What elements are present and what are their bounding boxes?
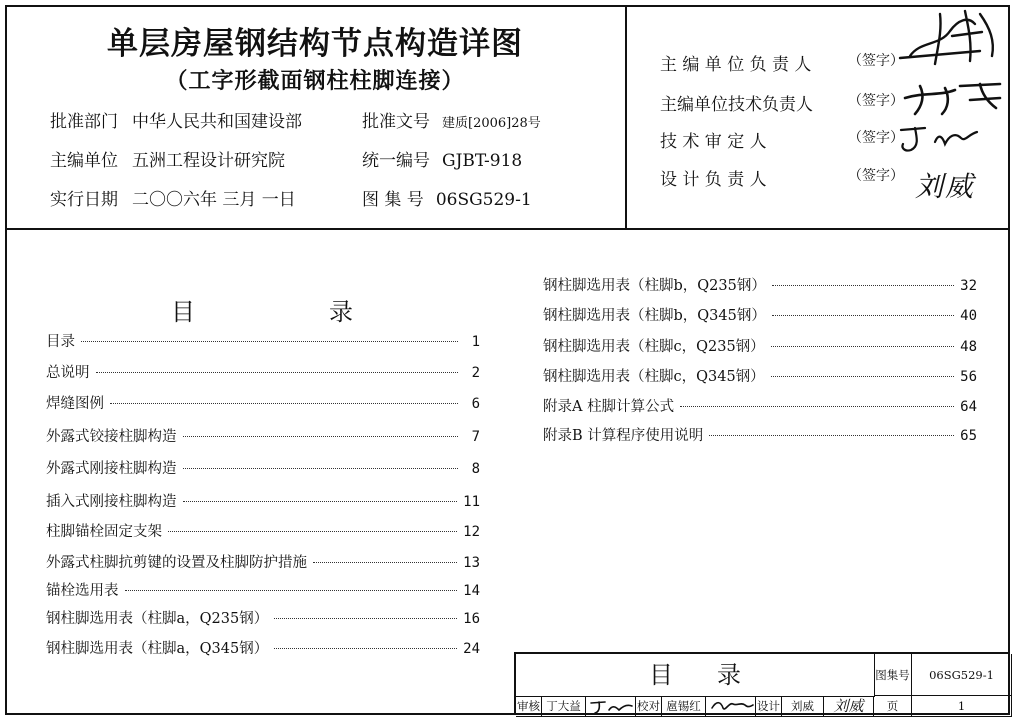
- approval-doc-label: 批准文号: [362, 112, 430, 132]
- title-block-design-label: 设计: [756, 696, 782, 717]
- title-block-atlas-value: 06SG529-1: [912, 654, 1012, 696]
- toc-leader-dots: [183, 436, 459, 437]
- editor-unit-label: 主编单位: [50, 151, 118, 171]
- signature-note: （签字）: [848, 130, 904, 146]
- toc-leader-dots: [709, 435, 954, 436]
- editor-unit: [50, 146, 285, 171]
- toc-entry-page: 13: [463, 555, 480, 571]
- toc-entry-label: 钢柱脚选用表（柱脚a，Q235钢）: [46, 611, 269, 627]
- signature-note: （签字）: [848, 168, 904, 184]
- header-divider: [625, 5, 627, 230]
- toc-entry-page: 48: [960, 339, 977, 355]
- unified-number: [362, 146, 522, 171]
- approval-dept-value: 中华人民共和国建设部: [132, 112, 302, 132]
- toc-entry-page: 64: [960, 399, 977, 415]
- signature-row-tech-lead: [660, 90, 904, 115]
- toc-entry[interactable]: [543, 365, 977, 386]
- toc-entry[interactable]: [46, 490, 480, 511]
- toc-entry-page: 14: [463, 583, 480, 599]
- toc-entry[interactable]: [46, 607, 480, 628]
- toc-leader-dots: [96, 372, 459, 373]
- toc-entry[interactable]: [46, 361, 480, 382]
- toc-entry-label: 外露式刚接柱脚构造: [46, 461, 177, 477]
- title-block-title: 目录: [516, 654, 875, 697]
- atlas-number-label: 图 集 号: [362, 190, 424, 210]
- signature-row-chief-unit: [660, 50, 904, 75]
- toc-entry[interactable]: [543, 424, 977, 445]
- title-block-design-signature: 刘威: [824, 696, 874, 717]
- effective-date: [50, 185, 296, 210]
- approval-dept: [50, 107, 302, 132]
- toc-entry[interactable]: [543, 274, 977, 295]
- toc-leader-dots: [110, 403, 458, 404]
- title-block-review-signature: [586, 696, 636, 717]
- toc-entry-label: 钢柱脚选用表（柱脚a，Q345钢）: [46, 641, 269, 657]
- approval-dept-label: 批准部门: [50, 112, 118, 132]
- approval-doc: [362, 107, 541, 132]
- toc-entry-page: 32: [960, 278, 977, 294]
- toc-entry-page: 2: [471, 365, 480, 381]
- toc-entry-label: 焊缝图例: [46, 396, 104, 412]
- toc-leader-dots: [680, 406, 954, 407]
- atlas-number-value: 06SG529-1: [435, 190, 532, 210]
- toc-entry-label: 外露式柱脚抗剪键的设置及柱脚防护措施: [46, 555, 307, 571]
- toc-entry-label: 锚栓选用表: [46, 583, 119, 599]
- signature-note: （签字）: [848, 53, 904, 69]
- toc-entry-label: 插入式刚接柱脚构造: [46, 494, 177, 510]
- review-signature-mark: [587, 696, 635, 716]
- handwritten-signature-4: 刘威: [915, 170, 976, 203]
- toc-entry-label: 钢柱脚选用表（柱脚b，Q345钢）: [543, 308, 766, 324]
- toc-entry-page: 16: [463, 611, 480, 627]
- toc-leader-dots: [772, 285, 954, 286]
- handwritten-signature-2: [900, 78, 1005, 118]
- toc-leader-dots: [81, 341, 458, 342]
- toc-entry-page: 7: [471, 429, 480, 445]
- title-block-page-value: 1: [912, 696, 1012, 717]
- title-block: [514, 652, 1010, 715]
- toc-leader-dots: [772, 315, 954, 316]
- toc-entry[interactable]: [46, 520, 480, 541]
- document-title: 单层房屋钢结构节点构造详图: [107, 26, 523, 62]
- signature-note: （签字）: [848, 93, 904, 109]
- signature-role: 主 编 单 位 负 责 人: [660, 55, 812, 75]
- toc-leader-dots: [168, 531, 457, 532]
- toc-entry[interactable]: [543, 304, 977, 325]
- toc-entry-page: 12: [463, 524, 480, 540]
- toc-entry[interactable]: [46, 457, 480, 478]
- toc-entry-label: 钢柱脚选用表（柱脚b，Q235钢）: [543, 278, 766, 294]
- toc-entry[interactable]: [46, 579, 480, 600]
- toc-entry-label: 附录B 计算程序使用说明: [543, 428, 704, 444]
- toc-heading-left: 目: [171, 298, 195, 326]
- toc-entry-page: 6: [471, 396, 480, 412]
- effective-date-value: 二〇〇六年 三月 一日: [132, 190, 296, 210]
- toc-entry-page: 56: [960, 369, 977, 385]
- toc-entry[interactable]: [543, 335, 977, 356]
- toc-entry-page: 24: [463, 641, 480, 657]
- signature-row-reviewer: [660, 127, 904, 152]
- title-block-review-label: 审核: [516, 696, 542, 717]
- unified-number-label: 统一编号: [362, 151, 430, 171]
- toc-entry-page: 1: [471, 334, 480, 350]
- toc-entry[interactable]: [543, 395, 977, 416]
- header-bottom-rule: [5, 228, 1010, 230]
- toc-entry-page: 40: [960, 308, 977, 324]
- effective-date-label: 实行日期: [50, 190, 118, 210]
- title-block-check-signature: [706, 696, 756, 717]
- toc-entry-label: 目录: [46, 334, 75, 350]
- toc-leader-dots: [771, 376, 954, 377]
- toc-entry[interactable]: [46, 637, 480, 658]
- toc-entry[interactable]: [46, 330, 480, 351]
- handwritten-signature-1: [880, 6, 1005, 68]
- signature-role: 主编单位技术负责人: [660, 95, 813, 115]
- title-block-check-label: 校对: [636, 696, 662, 717]
- signature-role: 技 术 审 定 人: [660, 132, 767, 152]
- toc-leader-dots: [183, 501, 458, 502]
- toc-leader-dots: [313, 562, 457, 563]
- toc-leader-dots: [274, 648, 457, 649]
- approval-doc-value: 建质[2006]28号: [442, 116, 541, 131]
- toc-entry-label: 钢柱脚选用表（柱脚c，Q235钢）: [543, 339, 765, 355]
- title-block-atlas-label: 图集号: [874, 654, 912, 696]
- toc-entry-label: 附录A 柱脚计算公式: [543, 399, 675, 415]
- unified-number-value: GJBT-918: [442, 151, 523, 171]
- atlas-number: [362, 185, 532, 210]
- document-subtitle: （工字形截面钢柱柱脚连接）: [165, 69, 465, 94]
- toc-entry-label: 总说明: [46, 365, 90, 381]
- signature-row-design-lead: [660, 165, 904, 190]
- handwritten-signature-3: [893, 116, 983, 156]
- toc-entry-page: 8: [471, 461, 480, 477]
- toc-leader-dots: [125, 590, 458, 591]
- title-block-page-label: 页: [874, 696, 912, 717]
- toc-entry-label: 柱脚锚栓固定支架: [46, 524, 162, 540]
- toc-entry[interactable]: [46, 551, 480, 572]
- toc-leader-dots: [274, 618, 457, 619]
- signature-role: 设 计 负 责 人: [660, 170, 767, 190]
- title-block-review-name: 丁大益: [542, 696, 586, 717]
- toc-entry-label: 钢柱脚选用表（柱脚c，Q345钢）: [543, 369, 765, 385]
- editor-unit-value: 五洲工程设计研究院: [132, 151, 285, 171]
- toc-heading-right: 录: [329, 298, 353, 326]
- toc-entry[interactable]: [46, 392, 480, 413]
- title-block-design-name: 刘威: [782, 696, 824, 717]
- toc-leader-dots: [771, 346, 954, 347]
- toc-entry[interactable]: [46, 425, 480, 446]
- toc-entry-page: 11: [463, 494, 480, 510]
- toc-entry-page: 65: [960, 428, 977, 444]
- title-block-check-name: 扈锡红: [662, 696, 706, 717]
- toc-entry-label: 外露式铰接柱脚构造: [46, 429, 177, 445]
- check-signature-mark: [707, 696, 755, 716]
- toc-leader-dots: [183, 468, 459, 469]
